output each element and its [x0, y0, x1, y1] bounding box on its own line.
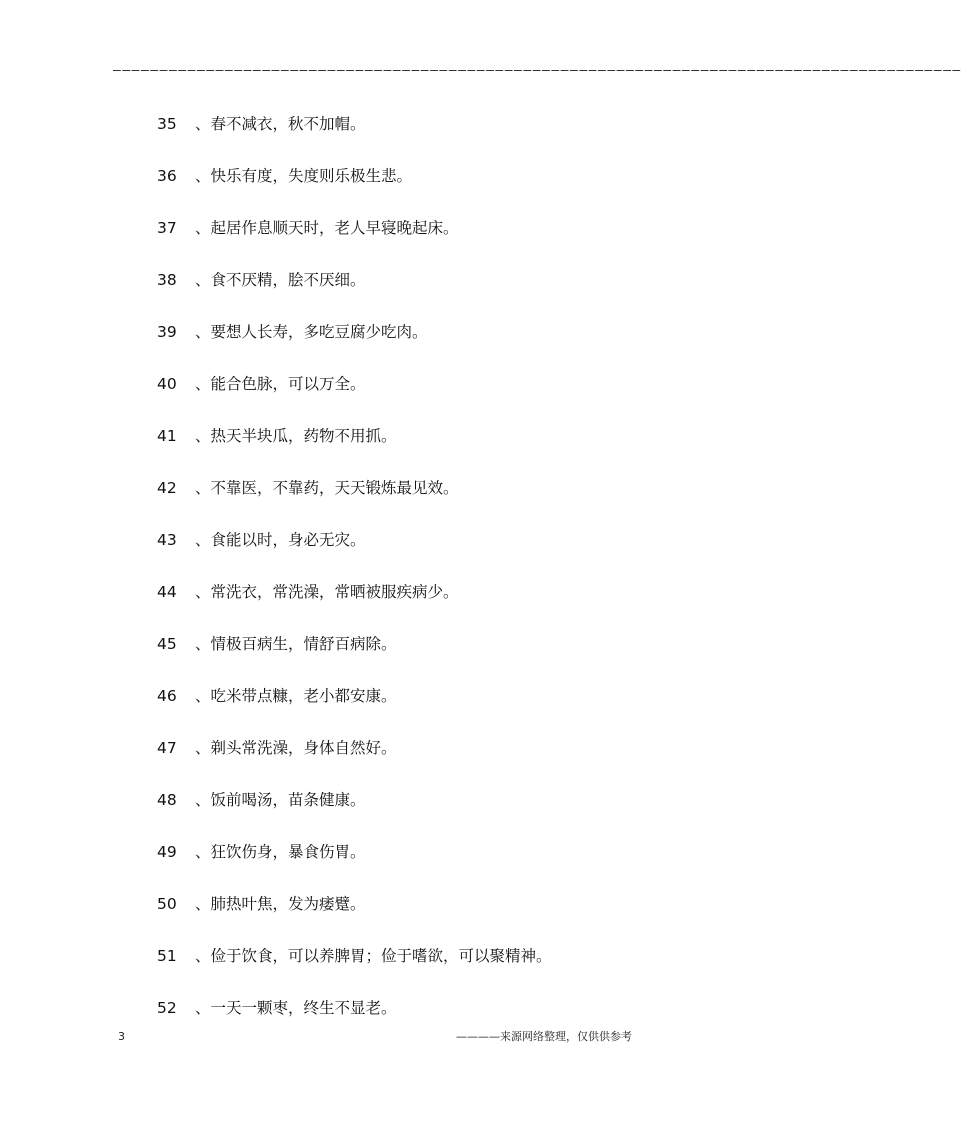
list-item — [157, 734, 717, 786]
item-text: 热天半块瓜，药物不用抓。 — [210, 427, 397, 445]
item-text: 饭前喝汤，苗条健康。 — [210, 791, 366, 809]
footer-source-note: ————来源网络整理，仅供供参考 — [456, 1030, 632, 1043]
item-number: 39 — [157, 323, 177, 341]
item-separator: 、 — [195, 375, 211, 393]
item-text: 春不减衣，秋不加帽。 — [210, 115, 366, 133]
item-number: 40 — [157, 375, 177, 393]
list-item — [157, 630, 717, 682]
item-number: 45 — [157, 635, 177, 653]
list-item — [157, 578, 717, 630]
list-item — [157, 422, 717, 474]
item-text: 起居作息顺天时，老人早寝晚起床。 — [210, 219, 459, 237]
item-number: 51 — [157, 947, 177, 965]
list-item — [157, 890, 717, 942]
item-separator: 、 — [195, 219, 211, 237]
item-separator: 、 — [195, 583, 211, 601]
list-item — [157, 526, 717, 578]
item-number: 44 — [157, 583, 177, 601]
proverb-list — [157, 110, 717, 1046]
item-separator: 、 — [195, 167, 211, 185]
item-separator: 、 — [195, 999, 211, 1017]
item-text: 一天一颗枣，终生不显老。 — [210, 999, 397, 1017]
item-number: 41 — [157, 427, 177, 445]
item-number: 43 — [157, 531, 177, 549]
item-separator: 、 — [195, 687, 211, 705]
header-dashed-rule: ––––––––––––––––––––––––––––––––––––––––––––––––––––––––––––––––––––––––––––––––––––––––––– — [113, 63, 962, 78]
item-separator: 、 — [195, 843, 211, 861]
item-text: 食不厌精，脍不厌细。 — [210, 271, 366, 289]
list-item — [157, 110, 717, 162]
item-separator: 、 — [195, 791, 211, 809]
item-separator: 、 — [195, 479, 211, 497]
item-number: 37 — [157, 219, 177, 237]
list-item — [157, 942, 717, 994]
item-text: 食能以时，身必无灾。 — [210, 531, 366, 549]
item-separator: 、 — [195, 271, 211, 289]
item-number: 46 — [157, 687, 177, 705]
item-text: 要想人长寿，多吃豆腐少吃肉。 — [210, 323, 428, 341]
item-separator: 、 — [195, 947, 211, 965]
item-number: 42 — [157, 479, 177, 497]
item-separator: 、 — [195, 739, 211, 757]
list-item — [157, 682, 717, 734]
item-separator: 、 — [195, 427, 211, 445]
list-item — [157, 266, 717, 318]
item-text: 俭于饮食，可以养脾胃；俭于嗜欲，可以聚精神。 — [210, 947, 552, 965]
item-separator: 、 — [195, 115, 211, 133]
list-item — [157, 838, 717, 890]
list-item — [157, 214, 717, 266]
item-text: 能合色脉，可以万全。 — [210, 375, 366, 393]
item-separator: 、 — [195, 531, 211, 549]
list-item — [157, 162, 717, 214]
item-text: 不靠医，不靠药，天天锻炼最见效。 — [210, 479, 459, 497]
list-item — [157, 786, 717, 838]
item-text: 常洗衣，常洗澡，常晒被服疾病少。 — [210, 583, 459, 601]
item-text: 肺热叶焦，发为痿躄。 — [210, 895, 366, 913]
item-separator: 、 — [195, 635, 211, 653]
list-item — [157, 474, 717, 526]
item-number: 35 — [157, 115, 177, 133]
item-number: 52 — [157, 999, 177, 1017]
list-item — [157, 994, 717, 1046]
item-text: 狂饮伤身，暴食伤胃。 — [210, 843, 366, 861]
item-number: 38 — [157, 271, 177, 289]
item-separator: 、 — [195, 895, 211, 913]
list-item — [157, 318, 717, 370]
item-number: 47 — [157, 739, 177, 757]
page-number: 3 — [118, 1030, 125, 1043]
item-separator: 、 — [195, 323, 211, 341]
list-item — [157, 370, 717, 422]
item-text: 吃米带点糠，老小都安康。 — [210, 687, 397, 705]
item-number: 36 — [157, 167, 177, 185]
item-text: 快乐有度，失度则乐极生悲。 — [210, 167, 413, 185]
item-text: 剃头常洗澡，身体自然好。 — [210, 739, 397, 757]
item-number: 48 — [157, 791, 177, 809]
item-text: 情极百病生，情舒百病除。 — [210, 635, 397, 653]
item-number: 49 — [157, 843, 177, 861]
item-number: 50 — [157, 895, 177, 913]
